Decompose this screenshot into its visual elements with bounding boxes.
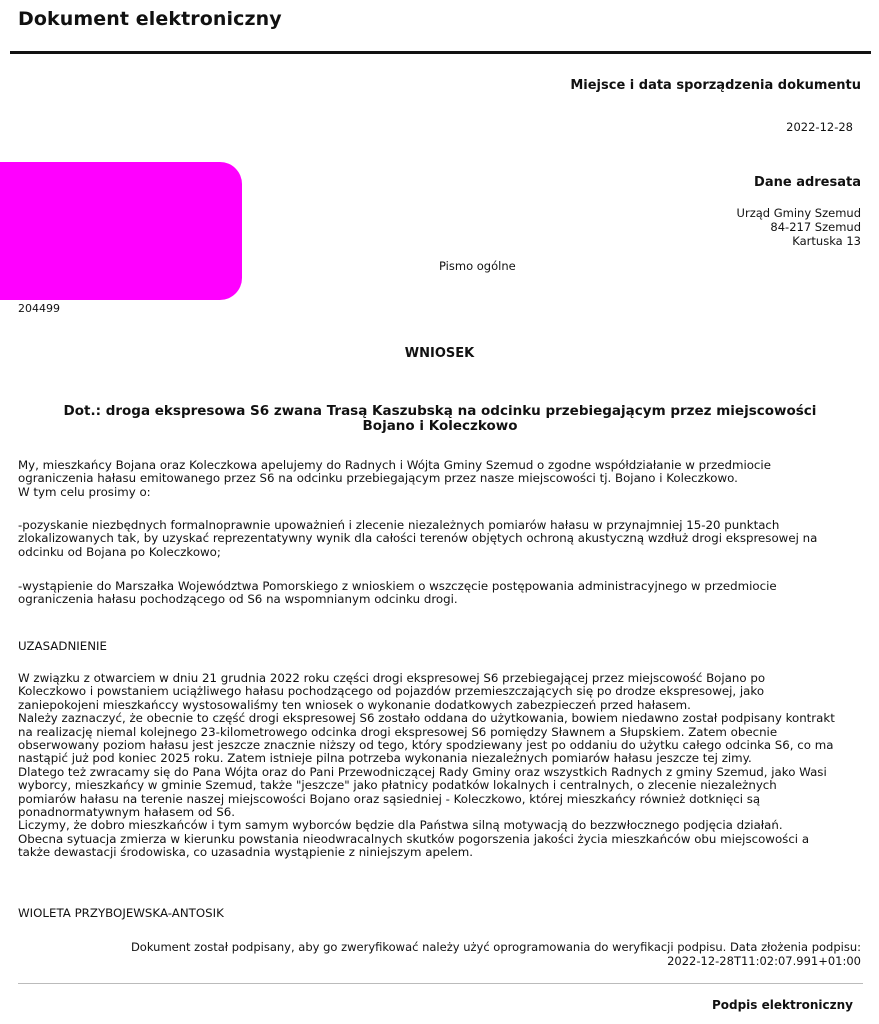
signatory-name: WIOLETA PRZYBOJEWSKA-ANTOSIK xyxy=(18,906,224,920)
paragraph-line: W tym celu prosimy o: xyxy=(18,484,151,499)
paragraph-line: zlokalizowanych tak, by uzyskać reprezentatywny wynik dla całości terenów objętych ochroną akustyczną wzdłuż drogi ekspresowej na xyxy=(18,531,818,546)
document-header-title: Dokument elektroniczny xyxy=(18,8,282,30)
paragraph-line: pomiarów hałasu na terenie naszej miejscowości Bojano oraz sąsiedniej - Koleczkowo, której mieszkańcy również dotknięci są xyxy=(18,791,761,806)
header-divider xyxy=(10,51,871,54)
signature-note-line: Dokument został podpisany, aby go zweryfikować należy użyć oprogramowania do weryfikacji podpisu. Data złożenia podpisu: xyxy=(130,940,861,954)
paragraph-line: nastąpić już pod koniec 2025 roku. Zatem istnieje pilna potrzeba wykonania niezależnych pomiarów hałasu jeszcze tej zimy. xyxy=(18,751,752,766)
document-title: WNIOSEK xyxy=(404,346,475,361)
paragraph-line: ograniczenia hałasu pochodzącego od S6 na wspomnianym odcinku drogi. xyxy=(18,592,458,607)
justification-heading: UZASADNIENIE xyxy=(18,639,107,653)
paragraph-line: na realizację niemal kolejnego 23-kilometrowego odcinka drogi ekspresowej S6 pomiędzy Sławnem a Słupskiem. Zatem obecnie xyxy=(18,724,778,739)
document-number: 204499 xyxy=(18,302,60,315)
signature-note xyxy=(131,940,861,968)
addressee-line: Urząd Gminy Szemud xyxy=(736,206,861,220)
justification-paragraph xyxy=(18,672,863,860)
paragraph-line: W związku z otwarciem w dniu 21 grudnia 2022 roku części drogi ekspresowej S6 przebiegającej przez miejscowość Bojano po xyxy=(18,671,766,685)
paragraph-line: Należy zaznaczyć, że obecnie to część drogi ekspresowej S6 zostało oddana do użytkowania, bowiem niedawno został podpisany kontrakt xyxy=(18,711,835,726)
addressee-heading: Dane adresata xyxy=(754,175,861,190)
paragraph-line: Obecna sytuacja zmierza w kierunku powstania nieodwracalnych skutków pogorszenia jakości życia mieszkańców obu miejscowości a xyxy=(18,831,810,846)
paragraph-line: ponadnormatywnym hałasem od S6. xyxy=(18,805,236,820)
intro-paragraph xyxy=(18,459,863,499)
redaction-block xyxy=(0,162,242,300)
footer-divider xyxy=(18,983,863,984)
paragraph-line: także dewastacji środowiska, co uzasadnia wystąpienie z niniejszym apelem. xyxy=(18,845,474,860)
subject-line: Dot.: droga ekspresowa S6 zwana Trasą Kaszubską na odcinku przebiegającym przez miejscowości xyxy=(63,403,817,419)
place-date-heading: Miejsce i data sporządzenia dokumentu xyxy=(570,78,861,93)
request-paragraph xyxy=(18,580,863,607)
document-type: Pismo ogólne xyxy=(439,259,516,273)
paragraph-line: Koleczkowo i powstaniem uciążliwego hałasu pochodzącego od pojazdów przemieszczających się po drodze ekspresowej, jako xyxy=(18,684,765,699)
addressee-line: Kartuska 13 xyxy=(792,234,861,248)
paragraph-line: obserwowany poziom hałasu jest jeszcze znacznie niższy od tego, który spodziewany jest po oddaniu do użytku całego odcinka S6, co ma xyxy=(18,738,834,753)
signature-heading: Podpis elektroniczny xyxy=(711,998,853,1012)
paragraph-line: -pozyskanie niezbędnych formalnoprawnie upoważnień i zlecenie niezależnych pomiarów hałasu w przynajmniej 15-20 punktach xyxy=(18,518,780,532)
request-paragraph xyxy=(18,519,863,559)
subject-line: Bojano i Koleczkowo xyxy=(362,418,518,434)
paragraph-line: -wystąpienie do Marszałka Województwa Pomorskiego z wnioskiem o wszczęcie postępowania administracyjnego w przedmiocie xyxy=(18,579,777,593)
paragraph-line: ograniczenia hałasu emitowanego przez S6 na odcinku przebiegającym przez nasze miejscowości tj. Bojano i Koleczkowo. xyxy=(18,471,738,486)
paragraph-line: Liczymy, że dobro mieszkańców i tym samym wyborców będzie dla Państwa silną motywacją do bezzwłocznego podjęcia działań. xyxy=(18,818,783,833)
addressee-line: 84-217 Szemud xyxy=(770,220,861,234)
paragraph-line: My, mieszkańcy Bojana oraz Koleczkowa apelujemy do Radnych i Wójta Gminy Szemud o zgodne współdziałanie w przedmiocie xyxy=(18,458,771,472)
paragraph-line: zaniepokojeni mieszkańccy wystosowaliśmy ten wniosek o wykonanie dodatkowych zabezpieczeń przed hałasem. xyxy=(18,697,691,712)
paragraph-line: wyborcy, mieszkańcy w gminie Szemud, także "jeszcze" jako płatnicy podatków lokalnych i centralnych, o zlecenie niezależnych xyxy=(18,778,777,793)
signature-timestamp: 2022-12-28T11:02:07.991+01:00 xyxy=(667,954,861,968)
paragraph-line: Dlatego też zwracamy się do Pana Wójta oraz do Pani Przewodniczącej Rady Gminy oraz wszystkich Radnych z gminy Szemud, jako Wasi xyxy=(18,764,827,779)
paragraph-line: odcinku od Bojana po Koleczkowo; xyxy=(18,544,221,559)
document-date: 2022-12-28 xyxy=(786,120,853,134)
document-subject xyxy=(20,404,860,434)
